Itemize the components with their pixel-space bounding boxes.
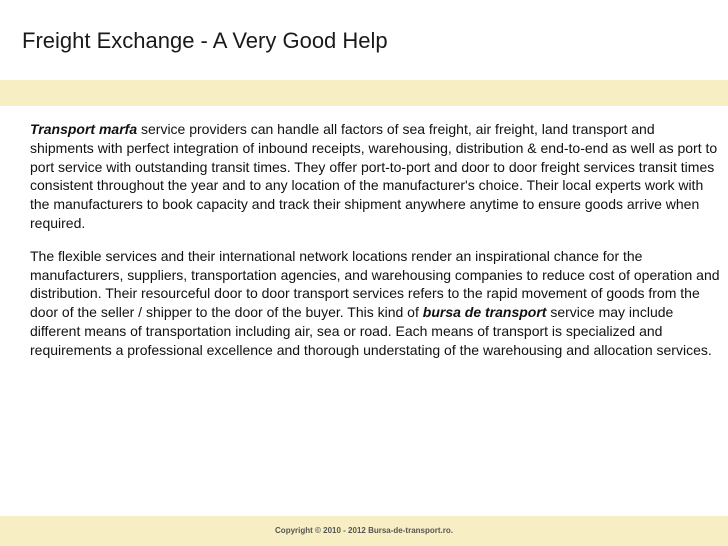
paragraph-2 [30, 247, 720, 360]
slide-body [30, 120, 720, 374]
keyword-transport-marfa: Transport marfa [30, 121, 138, 137]
paragraph-1 [30, 120, 720, 233]
slide-title: Freight Exchange - A Very Good Help [22, 28, 388, 53]
paragraph-1-text: service providers can handle all factors of sea freight, air freight, land transport and shipments with perfect integration of inbound receipts, warehousing, distribution & end-to-end as well as port to port service with outstanding transit times. They offer port-to-port and door to door freight services transit times consistent throughout the year and to any location of the manufacturer's choice. Their local experts work with the manufacturers to book capacity and track their shipment anywhere anytime to ensure goods arrive when required. [30, 121, 718, 231]
paragraph-2-text-before: The flexible services and their international network locations render an inspirational chance for the manufacturers, suppliers, transportation agencies, and warehousing companies to reduce cost of operation and distribution. Their resourceful door to door transport services refers to the rapid movement of goods from the door of the seller / shipper to the door of the buyer. This kind of [30, 247, 720, 321]
copyright-text: Copyright © 2010 - 2012 Bursa-de-transport.ro. [275, 526, 453, 535]
paragraph-2-text-after: service may include different means of transportation including air, sea or road. Each means of transport is specialized and requirements a professional excellence and thorough understating of the warehousing and allocation services. [30, 304, 712, 358]
keyword-bursa-de-transport: bursa de transport [422, 304, 547, 321]
header-band [0, 80, 728, 106]
